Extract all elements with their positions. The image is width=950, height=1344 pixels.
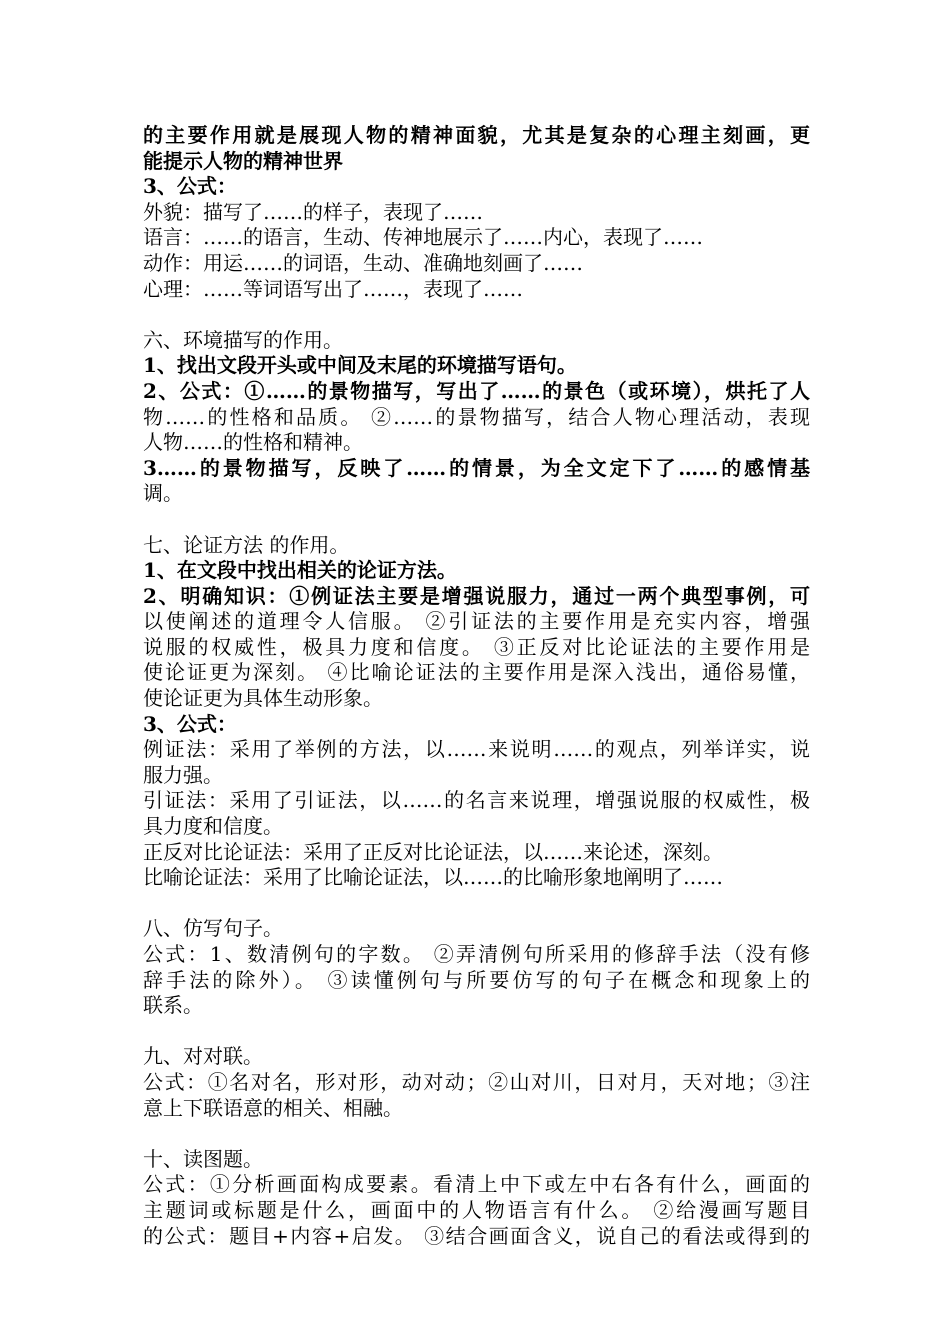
paragraph-gap <box>143 302 810 328</box>
text-line: 辞手法的除外）。 ③读懂例句与所要仿写的句子在概念和现象上的 <box>143 967 810 992</box>
text-line: 调。 <box>143 481 183 506</box>
text-line: 物……的性格和品质。 ②……的景物描写，结合人物心理活动，表现 <box>143 404 810 429</box>
text-line: 比喻论证法：采用了比喻论证法，以……的比喻形象地阐明了…… <box>143 865 723 890</box>
text-line: 外貌：描写了……的样子，表现了…… <box>143 199 483 224</box>
text-line: 公式：①名对名，形对形，动对动；②山对川，日对月，天对地；③注 <box>143 1069 810 1094</box>
text-line: 主题词或标题是什么，画面中的人物语言有什么。 ②给漫画写题目 <box>143 1197 810 1222</box>
text-line: 语言：……的语言，生动、传神地展示了……内心，表现了…… <box>143 225 703 250</box>
paragraph-gap <box>143 891 810 917</box>
text-line: 七、论证方法 的作用。 <box>143 532 350 557</box>
text-line: 意上下联语意的相关、相融。 <box>143 1095 403 1120</box>
text-line: 以使阐述的道理令人信服。 ②引证法的主要作用是充实内容，增强 <box>143 609 810 634</box>
paragraph-gap <box>143 507 810 533</box>
text-line: 八、仿写句子。 <box>143 916 283 941</box>
text-line: 具力度和信度。 <box>143 814 283 839</box>
text-line: 服力强。 <box>143 762 223 787</box>
text-line: 六、环境描写的作用。 <box>143 327 343 352</box>
text-line: 心理：……等词语写出了……，表现了…… <box>143 276 523 301</box>
text-line: 1、找出文段开头或中间及末尾的环境描写语句。 <box>143 353 577 378</box>
text-line: 2、公式：①……的景物描写，写出了……的景色（或环境），烘托了人 <box>143 378 810 403</box>
paragraph-gap <box>143 1019 810 1045</box>
text-line: 引证法：采用了引证法，以……的名言来说理，增强说服的权威性，极 <box>143 788 810 813</box>
text-line: 公式：①分析画面构成要素。看清上中下或左中右各有什么，画面的 <box>143 1172 810 1197</box>
text-line: 人物……的性格和精神。 <box>143 430 363 455</box>
text-line: 3、公式： <box>143 711 237 736</box>
text-line: 1、在文段中找出相关的论证方法。 <box>143 558 457 583</box>
text-line: 的主要作用就是展现人物的精神面貌，尤其是复杂的心理主刻画，更 <box>143 123 810 147</box>
text-line: 使论证更为深刻。 ④比喻论证法的主要作用是深入浅出，通俗易懂， <box>143 660 810 685</box>
text-line: 2、明确知识：①例证法主要是增强说服力，通过一两个典型事例，可 <box>143 583 810 608</box>
text-line: 十、读图题。 <box>143 1146 263 1171</box>
paragraph-gap <box>143 1121 810 1147</box>
text-line: 能提示人物的精神世界 <box>143 148 343 173</box>
text-line: 联系。 <box>143 993 203 1018</box>
text-line: 九、对对联。 <box>143 1044 263 1069</box>
text-line: 3……的景物描写，反映了……的情景，为全文定下了……的感情基 <box>143 455 810 480</box>
text-line: 使论证更为具体生动形象。 <box>143 686 383 711</box>
text-line: 动作：用运……的词语，生动、准确地刻画了…… <box>143 250 583 275</box>
text-line: 公式：1、数清例句的字数。 ②弄清例句所采用的修辞手法（没有修 <box>143 942 810 966</box>
text-line: 正反对比论证法：采用了正反对比论证法，以……来论述，深刻。 <box>143 839 723 864</box>
text-line: 例证法：采用了举例的方法，以……来说明……的观点，列举详实，说 <box>143 737 810 762</box>
document-body <box>143 123 810 1249</box>
text-line: 3、公式： <box>143 174 237 199</box>
text-line: 说服的权威性，极具力度和信度。 ③正反对比论证法的主要作用是 <box>143 634 810 659</box>
text-line: 的公式：题目+内容+启发。 ③结合画面含义，说自己的看法或得到的 <box>143 1223 810 1248</box>
